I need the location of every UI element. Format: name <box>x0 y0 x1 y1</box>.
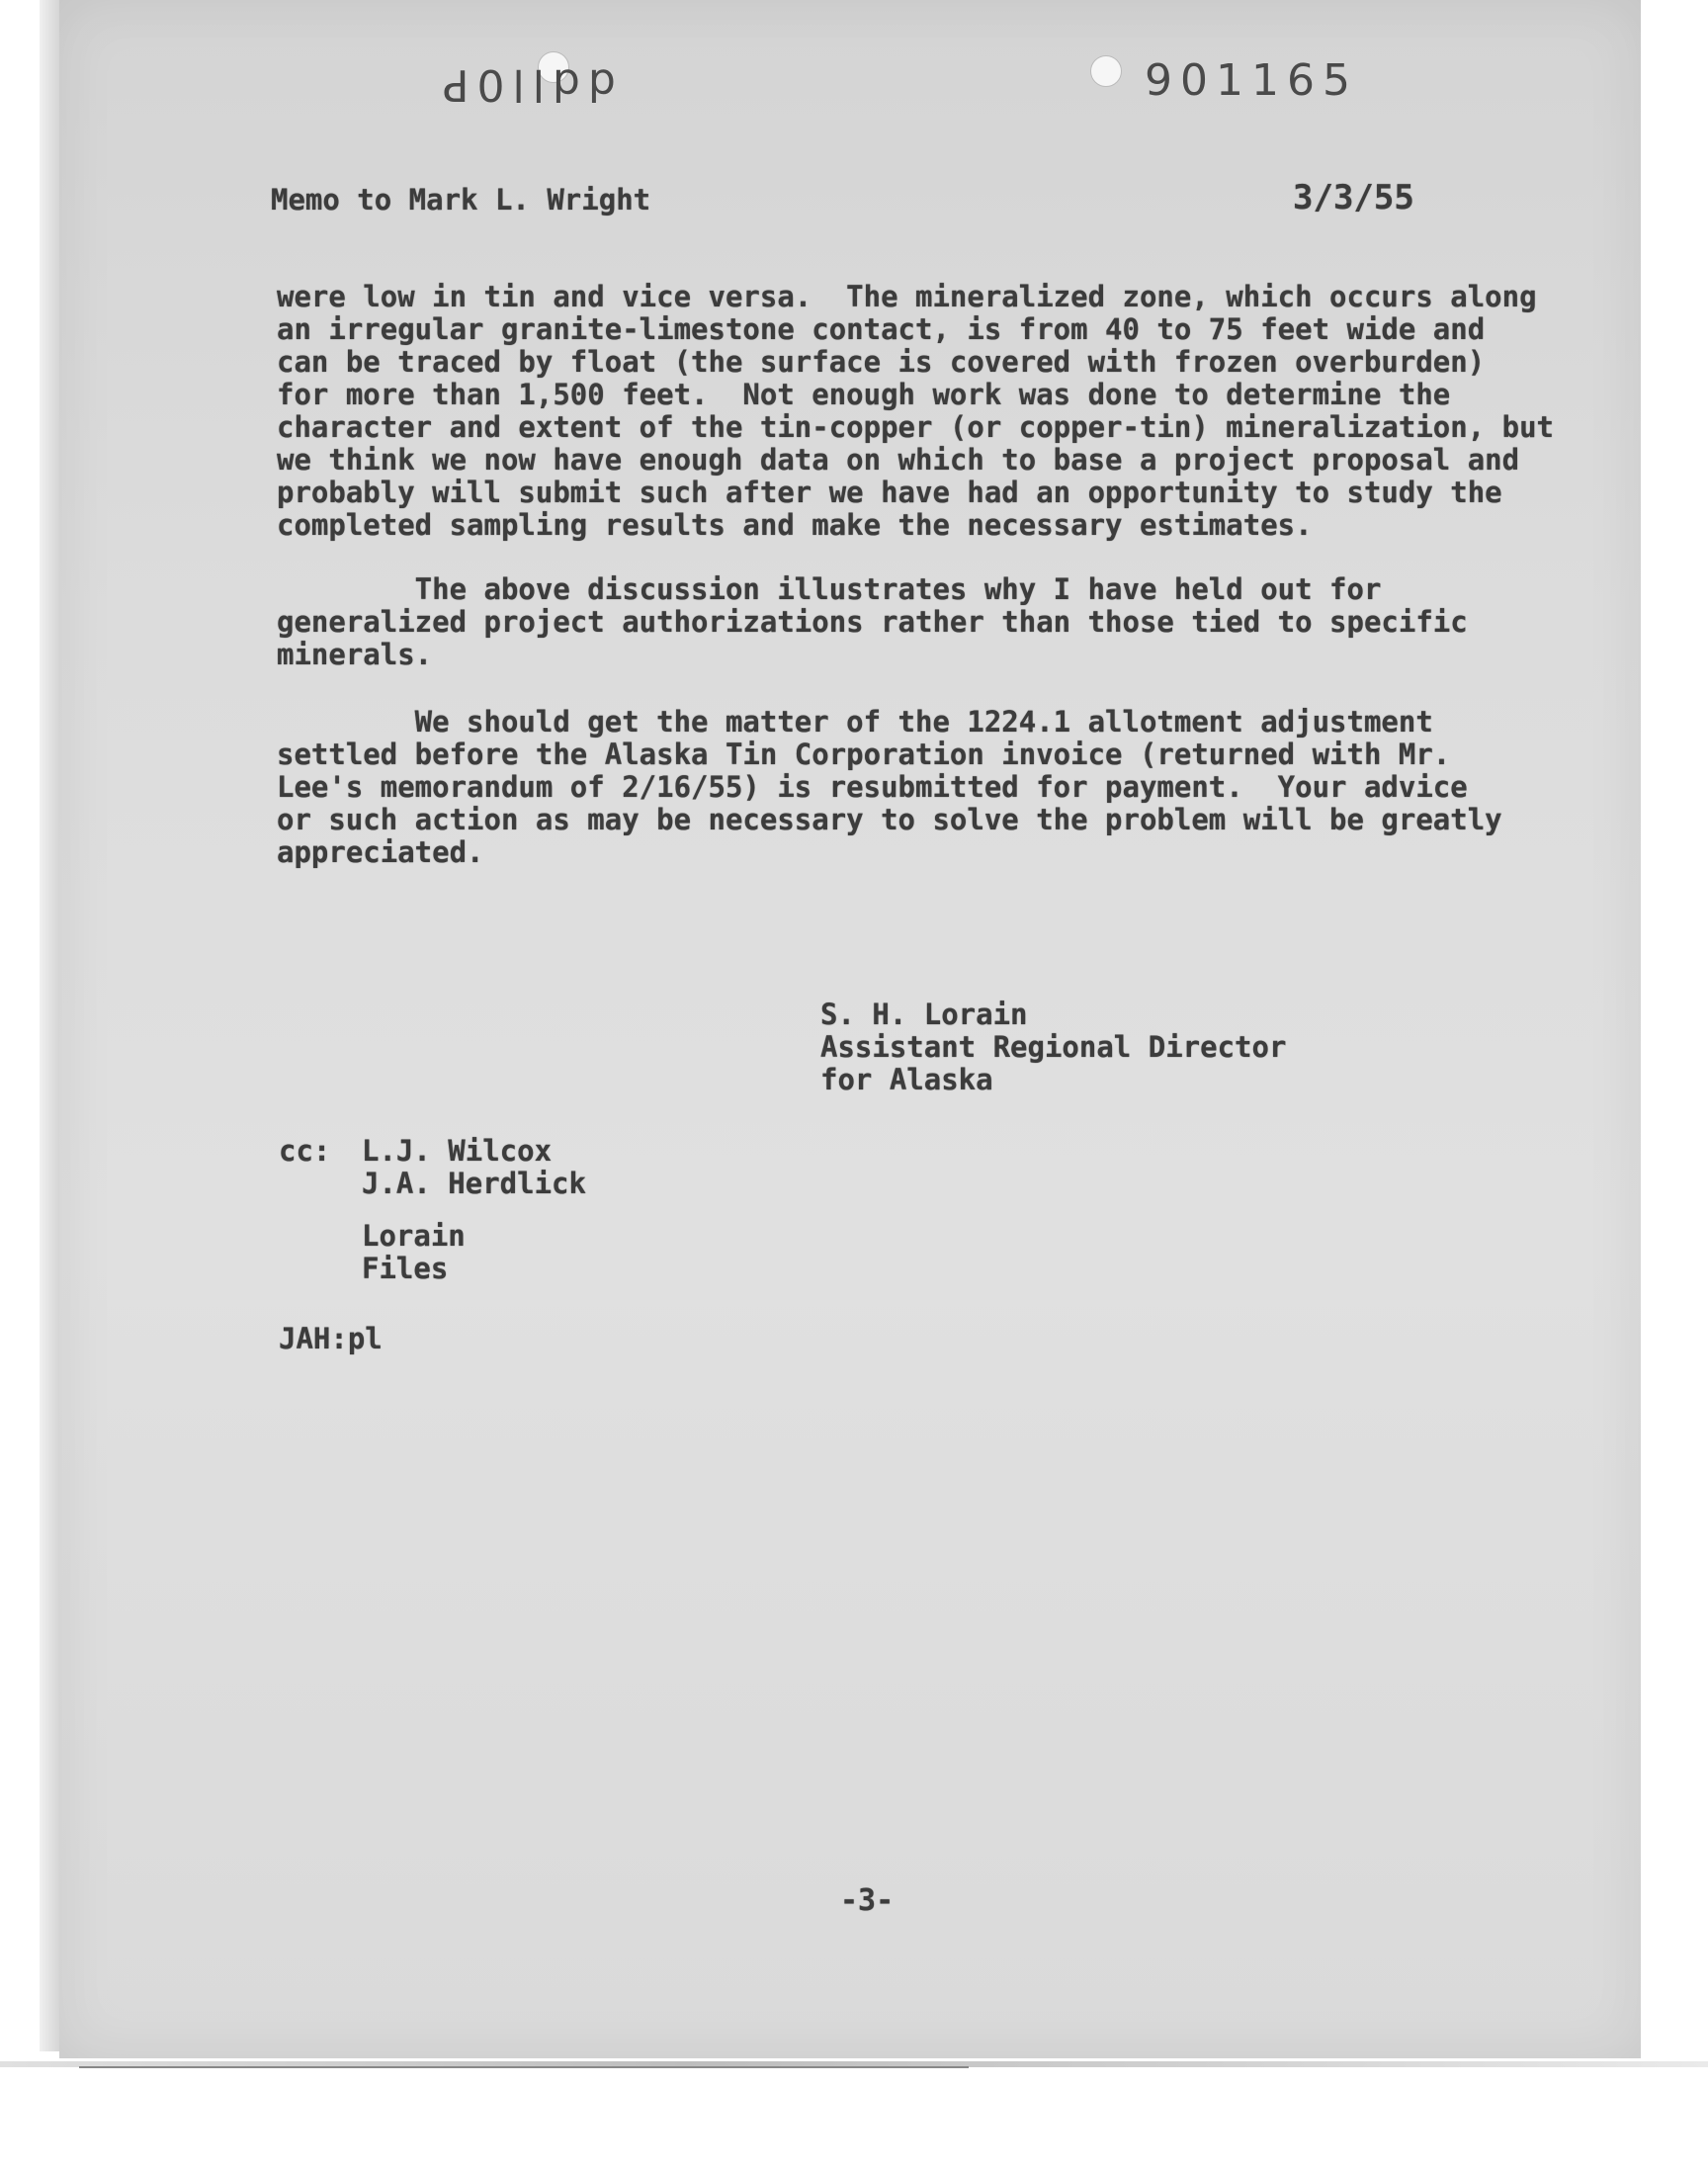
scan-bottom-line <box>79 2066 969 2068</box>
memo-date: 3/3/55 <box>1293 178 1414 218</box>
cc-recipients: L.J. Wilcox J.A. Herdlick <box>362 1134 586 1200</box>
cc-label: cc: <box>279 1134 331 1168</box>
handwritten-file-number-right: 901165 <box>1145 55 1358 106</box>
body-paragraph-3: We should get the matter of the 1224.1 allotment adjustment settled before the Alaska Tin Corporation invoice (returned with Mr. Lee's memorandum of 2/16/55) is resubmitted for payment. Your advice or such action as may be necessary to solve the problem will be greatly appreciated. <box>277 705 1502 869</box>
body-paragraph-2: The above discussion illustrates why I have held out for generalized project authorizations rather than those tied to specific minerals. <box>277 572 1468 671</box>
cc-internal-copies: Lorain Files <box>362 1219 466 1285</box>
typist-initials: JAH:pl <box>279 1322 383 1355</box>
signature-block: S. H. Lorain Assistant Regional Director for Alaska <box>820 998 1287 1096</box>
punch-hole <box>1090 55 1122 87</box>
handwritten-file-number-left: ddll0P <box>435 59 616 110</box>
memo-title: Memo to Mark L. Wright <box>271 183 651 217</box>
body-paragraph-1: were low in tin and vice versa. The mineralized zone, which occurs along an irregular granite-limestone contact, is from 40 to 75 feet wide and can be traced by float (the surface is covered with frozen overburden) for more than 1,500 feet. Not enough work was done to determine the character and extent of the tin-copper (or copper-tin) mineralization, but we think we now have enough data on which to base a project proposal and probably will submit such after we have had an opportunity to study the completed sampling results and make the necessary estimates. <box>277 280 1555 542</box>
page-number: -3- <box>840 1883 895 1918</box>
